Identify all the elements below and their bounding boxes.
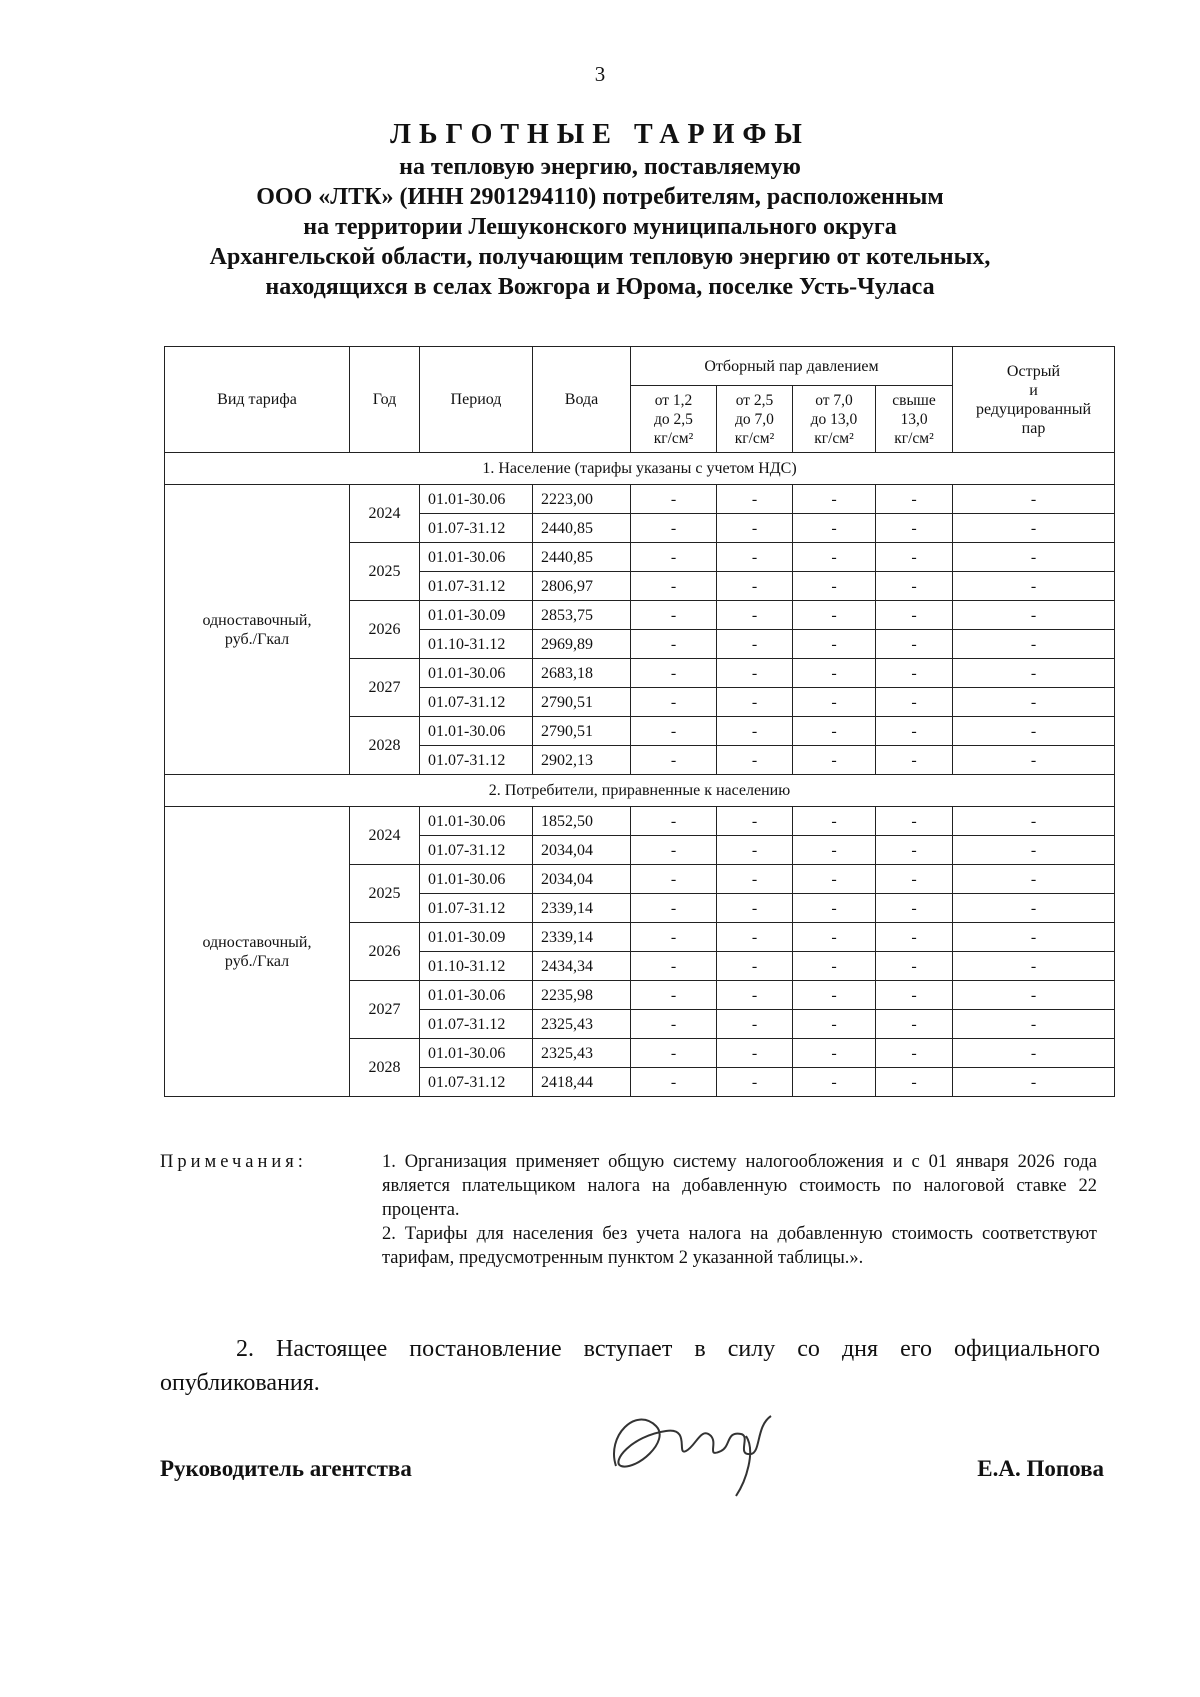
steam-tariff-cell: - (793, 543, 876, 572)
header-steam-line: от 2,5 (735, 391, 774, 409)
sharp-steam-cell: - (953, 601, 1115, 630)
title-line: находящихся в селах Вожгора и Юрома, поселке Усть-Чуласа (265, 274, 935, 300)
period-cell: 01.07-31.12 (420, 572, 533, 601)
steam-tariff-cell: - (793, 894, 876, 923)
sharp-steam-cell: - (953, 894, 1115, 923)
sharp-steam-cell: - (953, 688, 1115, 717)
steam-tariff-cell: - (631, 688, 717, 717)
header-steam-line: кг/см² (814, 429, 854, 447)
water-tariff-cell: 2440,85 (533, 543, 631, 572)
steam-tariff-cell: - (876, 572, 953, 601)
steam-tariff-cell: - (717, 572, 793, 601)
water-tariff-cell: 2683,18 (533, 659, 631, 688)
steam-tariff-cell: - (793, 688, 876, 717)
header-steam-line: от 7,0 (815, 391, 853, 409)
header-sharp-line: и (1029, 381, 1038, 399)
steam-tariff-cell: - (876, 1039, 953, 1068)
sharp-steam-cell: - (953, 1039, 1115, 1068)
sharp-steam-cell: - (953, 952, 1115, 981)
header-sharp-line: Острый (1006, 362, 1061, 380)
period-cell: 01.01-30.06 (420, 865, 533, 894)
steam-tariff-cell: - (793, 746, 876, 775)
period-cell: 01.10-31.12 (420, 952, 533, 981)
tariff-table (164, 346, 1115, 1097)
header-steam-col (717, 386, 793, 453)
notes-body (382, 1150, 1097, 1270)
water-tariff-cell: 2434,34 (533, 952, 631, 981)
water-tariff-cell: 2790,51 (533, 717, 631, 746)
steam-tariff-cell: - (717, 601, 793, 630)
steam-tariff-cell: - (876, 836, 953, 865)
water-tariff-cell: 1852,50 (533, 807, 631, 836)
steam-tariff-cell: - (631, 630, 717, 659)
steam-tariff-cell: - (717, 1039, 793, 1068)
header-steam-line: от 1,2 (654, 391, 693, 409)
steam-tariff-cell: - (876, 514, 953, 543)
header-steam-line: до 7,0 (735, 410, 774, 428)
steam-tariff-cell: - (631, 746, 717, 775)
header-steam-line: до 2,5 (654, 410, 693, 428)
steam-tariff-cell: - (717, 746, 793, 775)
header-steam-line: кг/см² (734, 429, 775, 447)
table-body (165, 453, 1115, 1097)
steam-tariff-cell: - (793, 659, 876, 688)
steam-tariff-cell: - (793, 836, 876, 865)
steam-tariff-cell: - (793, 601, 876, 630)
steam-tariff-cell: - (717, 659, 793, 688)
steam-tariff-cell: - (793, 717, 876, 746)
steam-tariff-cell: - (793, 1068, 876, 1097)
sharp-steam-cell: - (953, 923, 1115, 952)
steam-tariff-cell: - (876, 746, 953, 775)
steam-tariff-cell: - (717, 981, 793, 1010)
steam-tariff-cell: - (717, 1010, 793, 1039)
section-title: 1. Население (тарифы указаны с учетом НДС) (165, 453, 1115, 485)
steam-tariff-cell: - (631, 894, 717, 923)
decree-paragraph (160, 1332, 1100, 1400)
sharp-steam-cell: - (953, 543, 1115, 572)
sharp-steam-cell: - (953, 717, 1115, 746)
year-cell: 2027 (350, 659, 420, 717)
sharp-steam-cell: - (953, 981, 1115, 1010)
steam-tariff-cell: - (876, 688, 953, 717)
signatory-title: Руководитель агентства (160, 1456, 412, 1481)
title-line: на тепловую энергию, поставляемую (399, 154, 801, 180)
steam-tariff-cell: - (631, 659, 717, 688)
sharp-steam-cell: - (953, 865, 1115, 894)
section-header-row (165, 775, 1115, 807)
steam-tariff-cell: - (717, 717, 793, 746)
water-tariff-cell: 2853,75 (533, 601, 631, 630)
steam-tariff-cell: - (793, 865, 876, 894)
signatory-name: Е.А. Попова (977, 1456, 1104, 1481)
steam-tariff-cell: - (631, 1010, 717, 1039)
steam-tariff-cell: - (717, 807, 793, 836)
steam-tariff-cell: - (876, 1068, 953, 1097)
section-title: 2. Потребители, приравненные к населению (165, 775, 1115, 807)
sharp-steam-cell: - (953, 1068, 1115, 1097)
sharp-steam-cell: - (953, 485, 1115, 514)
header-steam-line: 13,0 (900, 410, 928, 428)
table-row (165, 485, 1115, 514)
steam-tariff-cell: - (876, 485, 953, 514)
steam-tariff-cell: - (876, 717, 953, 746)
steam-tariff-cell: - (717, 1068, 793, 1097)
sharp-steam-cell: - (953, 807, 1115, 836)
year-cell: 2024 (350, 807, 420, 865)
period-cell: 01.01-30.06 (420, 1039, 533, 1068)
water-tariff-cell: 2418,44 (533, 1068, 631, 1097)
tariff-type-line: руб./Гкал (224, 952, 290, 970)
water-tariff-cell: 2235,98 (533, 981, 631, 1010)
tariff-type-line: руб./Гкал (224, 630, 290, 648)
year-cell: 2028 (350, 717, 420, 775)
steam-tariff-cell: - (631, 1068, 717, 1097)
water-tariff-cell: 2969,89 (533, 630, 631, 659)
title-line: Архангельской области, получающим тепловую энергию от котельных, (209, 244, 991, 270)
steam-tariff-cell: - (631, 865, 717, 894)
header-steam-line: до 13,0 (810, 410, 858, 428)
page-number: 3 (594, 62, 606, 86)
title-line: ООО «ЛТК» (ИНН 2901294110) потребителям, расположенным (256, 184, 944, 210)
steam-tariff-cell: - (717, 688, 793, 717)
sharp-steam-cell: - (953, 659, 1115, 688)
period-cell: 01.01-30.06 (420, 659, 533, 688)
steam-tariff-cell: - (717, 923, 793, 952)
sharp-steam-cell: - (953, 746, 1115, 775)
steam-tariff-cell: - (717, 543, 793, 572)
steam-tariff-cell: - (631, 981, 717, 1010)
steam-tariff-cell: - (876, 981, 953, 1010)
steam-tariff-cell: - (793, 807, 876, 836)
sharp-steam-cell: - (953, 630, 1115, 659)
steam-tariff-cell: - (717, 952, 793, 981)
period-cell: 01.01-30.06 (420, 981, 533, 1010)
sharp-steam-cell: - (953, 514, 1115, 543)
steam-tariff-cell: - (793, 1010, 876, 1039)
steam-tariff-cell: - (631, 717, 717, 746)
water-tariff-cell: 2339,14 (533, 923, 631, 952)
decree-text: 2. Настоящее постановление вступает в силу со дня его официального опубликования. (160, 1336, 1100, 1396)
header-steam-group: Отборный пар давлением (631, 347, 953, 386)
period-cell: 01.07-31.12 (420, 1010, 533, 1039)
steam-tariff-cell: - (876, 923, 953, 952)
year-cell: 2027 (350, 981, 420, 1039)
period-cell: 01.07-31.12 (420, 836, 533, 865)
sharp-steam-cell: - (953, 1010, 1115, 1039)
steam-tariff-cell: - (631, 836, 717, 865)
header-water: Вода (533, 347, 631, 453)
steam-tariff-cell: - (631, 572, 717, 601)
steam-tariff-cell: - (876, 807, 953, 836)
title-main: ЛЬГОТНЫЕ ТАРИФЫ (390, 119, 810, 150)
year-cell: 2025 (350, 543, 420, 601)
steam-tariff-cell: - (793, 485, 876, 514)
steam-tariff-cell: - (793, 514, 876, 543)
steam-tariff-cell: - (631, 952, 717, 981)
tariff-type-line: одноставочный, (202, 611, 312, 629)
steam-tariff-cell: - (631, 923, 717, 952)
note-item: 1. Организация применяет общую систему налогообложения и с 01 января 2026 года является плательщиком налога на добавленную стоимость по налоговой ставке 22 процента. (382, 1152, 1097, 1220)
water-tariff-cell: 2902,13 (533, 746, 631, 775)
water-tariff-cell: 2325,43 (533, 1010, 631, 1039)
year-cell: 2026 (350, 601, 420, 659)
water-tariff-cell: 2034,04 (533, 865, 631, 894)
header-steam-line: кг/см² (653, 429, 694, 447)
notes-label: Примечания: (160, 1152, 307, 1172)
header-steam-line: кг/см² (894, 429, 934, 447)
steam-tariff-cell: - (717, 485, 793, 514)
steam-tariff-cell: - (876, 894, 953, 923)
header-sharp-line: редуцированный (975, 400, 1092, 418)
steam-tariff-cell: - (876, 630, 953, 659)
water-tariff-cell: 2440,85 (533, 514, 631, 543)
steam-tariff-cell: - (793, 630, 876, 659)
water-tariff-cell: 2806,97 (533, 572, 631, 601)
steam-tariff-cell: - (717, 894, 793, 923)
period-cell: 01.10-31.12 (420, 630, 533, 659)
sharp-steam-cell: - (953, 572, 1115, 601)
header-tariff-type: Вид тарифа (165, 347, 350, 453)
period-cell: 01.07-31.12 (420, 688, 533, 717)
header-sharp-steam (953, 347, 1115, 453)
water-tariff-cell: 2339,14 (533, 894, 631, 923)
header-year: Год (350, 347, 420, 453)
steam-tariff-cell: - (717, 836, 793, 865)
steam-tariff-cell: - (631, 807, 717, 836)
steam-tariff-cell: - (876, 865, 953, 894)
note-item: 2. Тарифы для населения без учета налога на добавленную стоимость соответствуют тарифам, предусмотренным пунктом 2 указанной таблицы.». (382, 1224, 1097, 1268)
steam-tariff-cell: - (876, 1010, 953, 1039)
steam-tariff-cell: - (717, 630, 793, 659)
header-steam-col (631, 386, 717, 453)
period-cell: 01.07-31.12 (420, 746, 533, 775)
period-cell: 01.07-31.12 (420, 1068, 533, 1097)
year-cell: 2024 (350, 485, 420, 543)
year-cell: 2025 (350, 865, 420, 923)
steam-tariff-cell: - (793, 572, 876, 601)
steam-tariff-cell: - (793, 981, 876, 1010)
handwritten-signature (596, 1396, 796, 1506)
steam-tariff-cell: - (631, 601, 717, 630)
steam-tariff-cell: - (793, 923, 876, 952)
period-cell: 01.07-31.12 (420, 894, 533, 923)
tariff-type-cell (165, 807, 350, 1097)
tariff-type-line: одноставочный, (202, 933, 312, 951)
water-tariff-cell: 2790,51 (533, 688, 631, 717)
period-cell: 01.01-30.09 (420, 923, 533, 952)
steam-tariff-cell: - (876, 659, 953, 688)
period-cell: 01.01-30.09 (420, 601, 533, 630)
header-period: Период (420, 347, 533, 453)
document-title (140, 118, 1060, 302)
steam-tariff-cell: - (876, 543, 953, 572)
steam-tariff-cell: - (717, 865, 793, 894)
header-steam-col (793, 386, 876, 453)
steam-tariff-cell: - (631, 543, 717, 572)
year-cell: 2026 (350, 923, 420, 981)
steam-tariff-cell: - (793, 1039, 876, 1068)
period-cell: 01.01-30.06 (420, 543, 533, 572)
steam-tariff-cell: - (876, 952, 953, 981)
steam-tariff-cell: - (717, 514, 793, 543)
steam-tariff-cell: - (631, 1039, 717, 1068)
table-row (165, 807, 1115, 836)
header-sharp-line: пар (1021, 419, 1046, 437)
steam-tariff-cell: - (793, 952, 876, 981)
period-cell: 01.01-30.06 (420, 485, 533, 514)
header-steam-line: свыше (892, 391, 936, 409)
sharp-steam-cell: - (953, 836, 1115, 865)
year-cell: 2028 (350, 1039, 420, 1097)
section-header-row (165, 453, 1115, 485)
water-tariff-cell: 2223,00 (533, 485, 631, 514)
tariff-type-cell (165, 485, 350, 775)
period-cell: 01.07-31.12 (420, 514, 533, 543)
period-cell: 01.01-30.06 (420, 717, 533, 746)
steam-tariff-cell: - (631, 514, 717, 543)
steam-tariff-cell: - (631, 485, 717, 514)
water-tariff-cell: 2325,43 (533, 1039, 631, 1068)
water-tariff-cell: 2034,04 (533, 836, 631, 865)
title-line: на территории Лешуконского муниципального округа (303, 214, 897, 240)
steam-tariff-cell: - (876, 601, 953, 630)
period-cell: 01.01-30.06 (420, 807, 533, 836)
header-steam-col (876, 386, 953, 453)
